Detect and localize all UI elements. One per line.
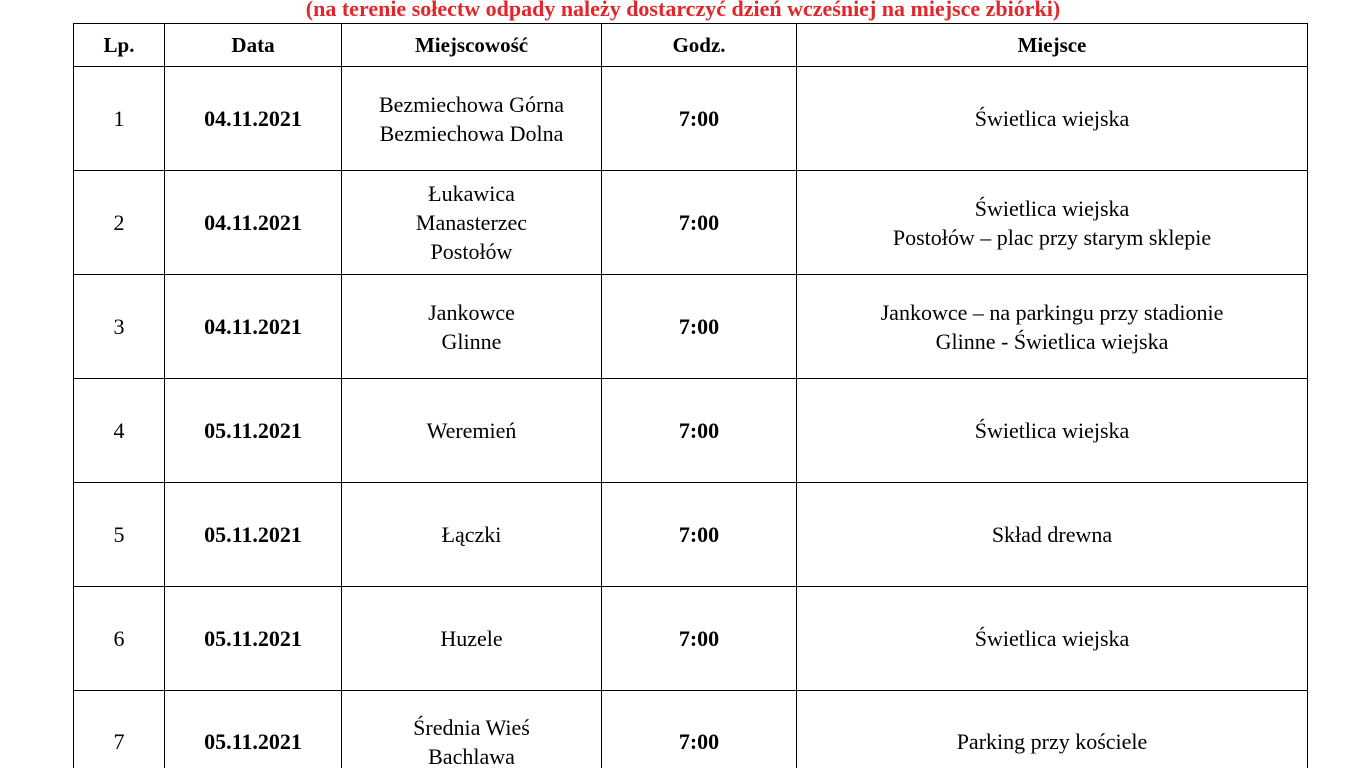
- cell-locality: [342, 691, 602, 768]
- locality-line: Weremień: [426, 418, 517, 443]
- cell-place: [797, 275, 1308, 379]
- locality-line: Manasterzec: [415, 210, 528, 235]
- header-time: Godz.: [602, 24, 797, 67]
- cell-place: [797, 67, 1308, 171]
- locality-line: Bezmiechowa Górna: [378, 91, 565, 117]
- header-lp: Lp.: [74, 24, 165, 67]
- cell-place: [797, 587, 1308, 691]
- cell-lp: 4: [74, 379, 165, 483]
- locality-line: Bachlawa: [428, 744, 515, 768]
- cell-time: 7:00: [602, 483, 797, 587]
- cell-date: 04.11.2021: [165, 171, 342, 275]
- cell-lp: 6: [74, 587, 165, 691]
- cell-time: 7:00: [602, 587, 797, 691]
- table-body: [74, 67, 1308, 768]
- cell-place: [797, 483, 1308, 587]
- table-row: [74, 691, 1308, 768]
- locality-line: Bezmiechowa Dolna: [379, 120, 564, 146]
- cell-time: 7:00: [602, 275, 797, 379]
- place-line: Skład drewna: [991, 522, 1113, 547]
- document-subtitle: (na terenie sołectw odpady należy dostarczyć dzień wcześniej na miejsce zbiórki): [305, 0, 1061, 21]
- place-line: Świetlica wiejska: [974, 106, 1130, 131]
- place-line: Świetlica wiejska: [974, 195, 1130, 221]
- cell-place: [797, 379, 1308, 483]
- table-header-row: [74, 24, 1308, 67]
- cell-locality: [342, 587, 602, 691]
- collection-schedule-table: [73, 23, 1308, 768]
- place-line: Świetlica wiejska: [974, 418, 1130, 443]
- header-place: Miejsce: [797, 24, 1308, 67]
- cell-time: 7:00: [602, 67, 797, 171]
- place-line: Parking przy kościele: [956, 729, 1148, 754]
- place-line: Jankowce – na parkingu przy stadionie: [880, 299, 1224, 325]
- cell-date: 04.11.2021: [165, 67, 342, 171]
- cell-lp: 1: [74, 67, 165, 171]
- locality-line: Glinne: [441, 328, 502, 354]
- place-line: Świetlica wiejska: [974, 626, 1130, 651]
- cell-place: [797, 171, 1308, 275]
- cell-place: [797, 691, 1308, 768]
- place-line: Glinne - Świetlica wiejska: [935, 328, 1169, 354]
- cell-locality: [342, 379, 602, 483]
- table-row: [74, 67, 1308, 171]
- cell-locality: [342, 171, 602, 275]
- table-row: [74, 483, 1308, 587]
- cell-locality: [342, 275, 602, 379]
- cell-time: 7:00: [602, 171, 797, 275]
- locality-line: Postołów: [430, 239, 513, 264]
- cell-lp: 7: [74, 691, 165, 768]
- locality-line: Łączki: [441, 522, 502, 547]
- header-date: Data: [165, 24, 342, 67]
- table-row: [74, 587, 1308, 691]
- table-row: [74, 171, 1308, 275]
- cell-lp: 3: [74, 275, 165, 379]
- cell-locality: [342, 483, 602, 587]
- locality-line: Jankowce: [428, 299, 515, 325]
- cell-date: 05.11.2021: [165, 691, 342, 768]
- cell-date: 05.11.2021: [165, 587, 342, 691]
- cell-date: 05.11.2021: [165, 483, 342, 587]
- cell-locality: [342, 67, 602, 171]
- header-locality: Miejscowość: [342, 24, 602, 67]
- cell-time: 7:00: [602, 379, 797, 483]
- cell-lp: 2: [74, 171, 165, 275]
- cell-time: 7:00: [602, 691, 797, 768]
- place-line: Postołów – plac przy starym sklepie: [892, 224, 1212, 250]
- cell-date: 04.11.2021: [165, 275, 342, 379]
- table-row: [74, 379, 1308, 483]
- cell-date: 05.11.2021: [165, 379, 342, 483]
- locality-line: Średnia Wieś: [413, 715, 530, 740]
- cell-lp: 5: [74, 483, 165, 587]
- table-row: [74, 275, 1308, 379]
- locality-line: Łukawica: [428, 181, 515, 206]
- locality-line: Huzele: [440, 626, 503, 651]
